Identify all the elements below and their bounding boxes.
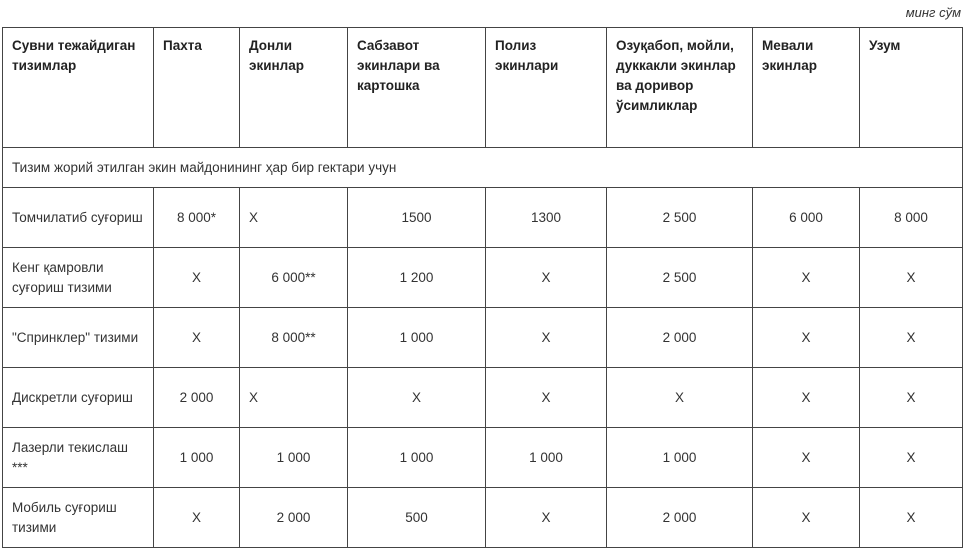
table-cell: 8 000** xyxy=(240,308,348,368)
table-cell: X xyxy=(860,428,963,488)
column-header-systems: Сувни тежайдиган тизимлар xyxy=(3,28,154,148)
table-cell: X xyxy=(860,368,963,428)
unit-note: минг сўм xyxy=(905,5,961,20)
table-cell: X xyxy=(486,248,607,308)
table-cell: X xyxy=(240,188,348,248)
table-row xyxy=(3,488,963,548)
column-header-melons: Полиз экинлари xyxy=(486,28,607,148)
table-cell: X xyxy=(348,368,486,428)
table-cell: 1 000 xyxy=(348,428,486,488)
column-header-fruit: Мевали экинлар xyxy=(753,28,860,148)
table-cell: X xyxy=(860,308,963,368)
table-cell: X xyxy=(607,368,753,428)
table-cell: 2 500 xyxy=(607,248,753,308)
table-cell: X xyxy=(486,308,607,368)
table-cell: 1 000 xyxy=(348,308,486,368)
section-row xyxy=(3,148,963,188)
row-label: Мобиль суғориш тизими xyxy=(3,488,154,548)
table-cell: 1 200 xyxy=(348,248,486,308)
table-cell: 8 000* xyxy=(154,188,240,248)
column-header-cotton: Пахта xyxy=(154,28,240,148)
table-cell: 2 000 xyxy=(607,308,753,368)
table-cell: X xyxy=(486,368,607,428)
column-header-forage: Озуқабоп, мойли, дуккакли экинлар ва доривор ўсимликлар xyxy=(607,28,753,148)
table-cell: 2 000 xyxy=(240,488,348,548)
table-row xyxy=(3,188,963,248)
section-note: Тизим жорий этилган экин майдонининг ҳар бир гектари учун xyxy=(3,148,963,188)
row-label: Кенг қамровли суғориш тизими xyxy=(3,248,154,308)
row-label: Дискретли суғориш xyxy=(3,368,154,428)
row-label: Томчилатиб суғориш xyxy=(3,188,154,248)
table-cell: X xyxy=(753,248,860,308)
table-cell: 8 000 xyxy=(860,188,963,248)
column-header-vegetables: Сабзавот экинлари ва картошка xyxy=(348,28,486,148)
table-row xyxy=(3,428,963,488)
row-label: "Спринклер" тизими xyxy=(3,308,154,368)
row-label: Лазерли текислаш *** xyxy=(3,428,154,488)
table-cell: 2 000 xyxy=(607,488,753,548)
table-cell: X xyxy=(154,488,240,548)
table-cell: 1 000 xyxy=(486,428,607,488)
table-cell: 1500 xyxy=(348,188,486,248)
table-cell: X xyxy=(753,308,860,368)
column-header-grain: Донли экинлар xyxy=(240,28,348,148)
table-cell: X xyxy=(486,488,607,548)
table-cell: X xyxy=(240,368,348,428)
table-cell: X xyxy=(753,428,860,488)
table-cell: X xyxy=(860,488,963,548)
table-cell: 1 000 xyxy=(607,428,753,488)
table-row xyxy=(3,368,963,428)
table-cell: 1300 xyxy=(486,188,607,248)
table-row xyxy=(3,308,963,368)
table-cell: X xyxy=(154,308,240,368)
table-cell: 1 000 xyxy=(240,428,348,488)
subsidy-table xyxy=(2,27,963,548)
table-cell: 6 000** xyxy=(240,248,348,308)
table-cell: 1 000 xyxy=(154,428,240,488)
column-header-grapes: Узум xyxy=(860,28,963,148)
table-cell: 6 000 xyxy=(753,188,860,248)
table-cell: X xyxy=(753,488,860,548)
table-cell: 2 000 xyxy=(154,368,240,428)
table-cell: X xyxy=(860,248,963,308)
table-header-row xyxy=(3,28,963,148)
table-cell: 2 500 xyxy=(607,188,753,248)
table-cell: 500 xyxy=(348,488,486,548)
table-cell: X xyxy=(154,248,240,308)
table-cell: X xyxy=(753,368,860,428)
table-row xyxy=(3,248,963,308)
